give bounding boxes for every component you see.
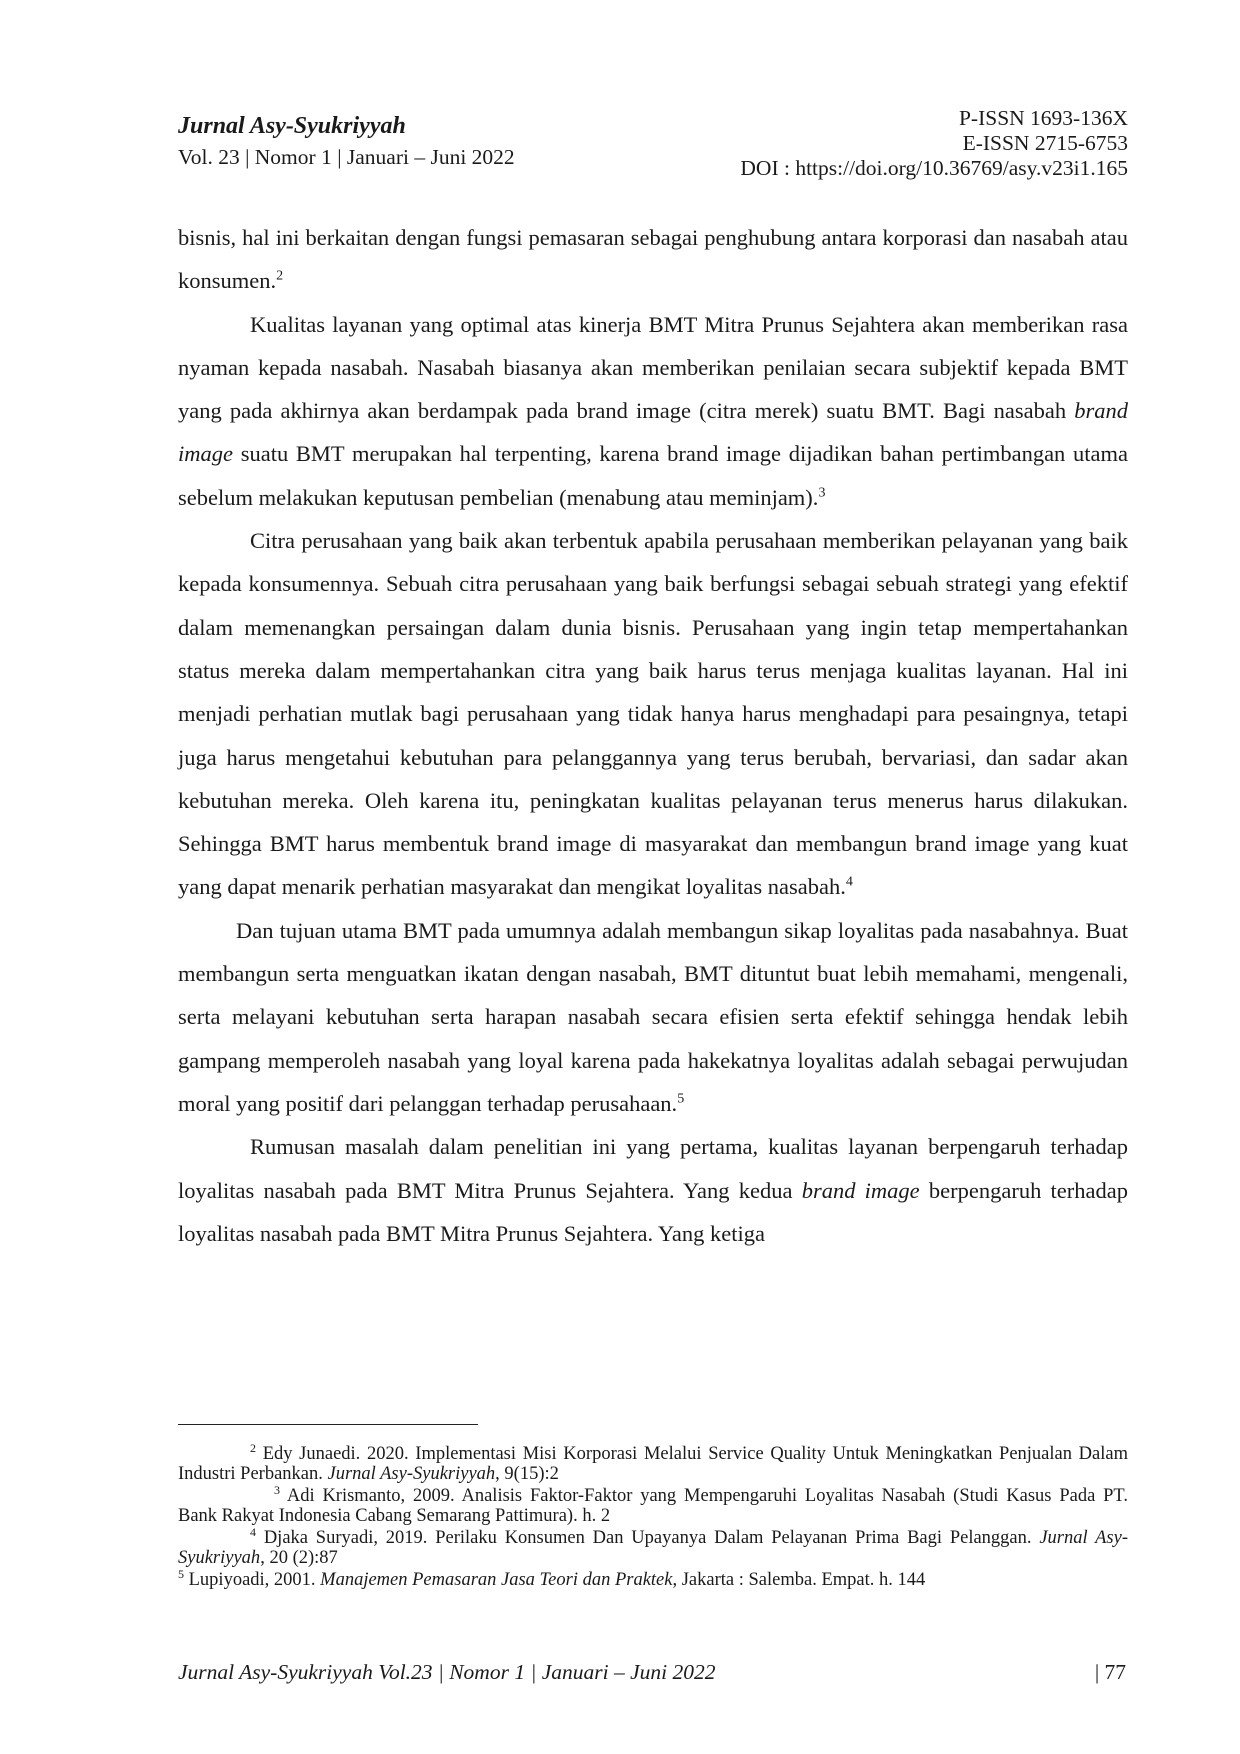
paragraph-4-text: Dan tujuan utama BMT pada umumnya adalah membangun sikap loyalitas pada nasabahnya. Buat membangun serta menguatkan ikatan dengan nasabah, BMT dituntut buat lebih memahami, mengenali, serta melayani kebutuhan serta harapan nasabah secara efisien serta efektif sehingga hendak lebih gampang memperoleh nasabah yang loyal karena pada hakekatnya loyalitas adalah sebagai perwujudan moral yang positif dari pelanggan terhadap perusahaan.: [178, 917, 1128, 1116]
paragraph-2-text-a: Kualitas layanan yang optimal atas kinerja BMT Mitra Prunus Sejahtera akan memberikan rasa nyaman kepada nasabah. Nasabah biasanya akan memberikan penilaian secara subjektif kepada BMT yang pada akhirnya akan berdampak pada brand image (citra merek) suatu BMT. Bagi nasabah: [178, 311, 1128, 424]
footnote-2: [178, 1440, 1128, 1484]
footnote-5-text-b: , Jakarta : Salemba. Empat. h. 144: [672, 1570, 926, 1590]
paragraph-2-emphasis: brand image: [178, 398, 1128, 467]
footnote-4-text-b: , 20 (2):87: [260, 1548, 338, 1568]
footnote-3: [178, 1482, 1128, 1526]
footnote-divider: [178, 1424, 478, 1425]
footnote-2-number: 2: [250, 1440, 256, 1455]
footnotes: [178, 1440, 1128, 1592]
paragraph-5: [178, 1125, 1128, 1255]
footnote-ref-3: 3: [818, 485, 826, 501]
footnote-2-text-b: , 9(15):2: [495, 1464, 559, 1484]
paragraph-5-text-b: berpengaruh terhadap loyalitas nasabah pada BMT Mitra Prunus Sejahtera. Yang ketiga: [178, 1177, 1128, 1246]
footnote-5-text-a: Lupiyoadi, 2001.: [184, 1570, 321, 1590]
footnote-5-emphasis: Manajemen Pemasaran Jasa Teori dan Praktek: [320, 1570, 673, 1590]
body-text: [178, 216, 1128, 1255]
footnote-2-text-a: Edy Junaedi. 2020. Implementasi Misi Korporasi Melalui Service Quality Untuk Meningkatkan Penjualan Dalam Industri Perbankan.: [178, 1444, 1128, 1484]
paragraph-5-emphasis: brand image: [801, 1177, 920, 1203]
paragraph-1-text: bisnis, hal ini berkaitan dengan fungsi pemasaran sebagai penghubung antara korporasi dan nasabah atau konsumen.: [178, 225, 1128, 294]
paragraph-1: [178, 216, 1128, 303]
footnote-3-text: Adi Krismanto, 2009. Analisis Faktor-Faktor yang Mempengaruhi Loyalitas Nasabah (Studi Kasus Pada PT. Bank Rakyat Indonesia Cabang Semarang Pattimura). h. 2: [178, 1486, 1128, 1526]
journal-name: Jurnal Asy-Syukriyyah: [178, 113, 406, 139]
footnote-ref-4: 4: [845, 874, 853, 890]
paragraph-2: [178, 303, 1128, 519]
footnote-4-text-a: Djaka Suryadi, 2019. Perilaku Konsumen Dan Upayanya Dalam Pelayanan Prima Bagi Pelanggan.: [256, 1528, 1040, 1548]
footnote-4-number: 4: [250, 1524, 256, 1539]
page-number: | 77: [1094, 1660, 1126, 1684]
footnote-ref-2: 2: [276, 268, 284, 284]
header-left: [178, 110, 515, 172]
footnote-5-number: 5: [178, 1566, 184, 1581]
paragraph-3: [178, 519, 1128, 909]
footnote-4-emphasis: Jurnal Asy-Syukriyyah: [178, 1528, 1128, 1568]
header-right: [740, 106, 1128, 181]
volume-line: Vol. 23 | Nomor 1 | Januari – Juni 2022: [178, 145, 515, 169]
footnote-3-number: 3: [274, 1482, 280, 1497]
paragraph-5-text-a: Rumusan masalah dalam penelitian ini yang pertama, kualitas layanan berpengaruh terhadap loyalitas nasabah pada BMT Mitra Prunus Sejahtera. Yang kedua: [178, 1134, 1128, 1203]
running-footer-title: Jurnal Asy-Syukriyyah Vol.23 | Nomor 1 | Januari – Juni 2022: [178, 1660, 716, 1684]
paragraph-4: [178, 909, 1128, 1125]
e-issn: E-ISSN 2715-6753: [962, 131, 1128, 155]
doi: DOI : https://doi.org/10.36769/asy.v23i1.165: [740, 156, 1128, 180]
footnote-5: [178, 1566, 1128, 1590]
paragraph-2-text-b: suatu BMT merupakan hal terpenting, karena brand image dijadikan bahan pertimbangan utama sebelum melakukan keputusan pembelian (menabung atau meminjam).: [178, 441, 1128, 510]
footnote-ref-5: 5: [677, 1091, 685, 1107]
paragraph-3-text: Citra perusahaan yang baik akan terbentuk apabila perusahaan memberikan pelayanan yang baik kepada konsumennya. Sebuah citra perusahaan yang baik berfungsi sebagai sebuah strategi yang efektif dalam memenangkan persaingan dalam dunia bisnis. Perusahaan yang ingin tetap mempertahankan status mereka dalam mempertahankan citra yang baik harus terus menjaga kualitas layanan. Hal ini menjadi perhatian mutlak bagi perusahaan yang tidak hanya harus menghadapi para pesaingnya, tetapi juga harus mengetahui kebutuhan para pelanggannya yang terus berubah, bervariasi, dan sadar akan kebutuhan mereka. Oleh karena itu, peningkatan kualitas pelayanan terus menerus harus dilakukan. Sehingga BMT harus membentuk brand image di masyarakat dan membangun brand image yang kuat yang dapat menarik perhatian masyarakat dan mengikat loyalitas nasabah.: [178, 528, 1128, 900]
footnote-2-emphasis: Jurnal Asy-Syukriyyah: [327, 1464, 496, 1484]
footnote-4: [178, 1524, 1128, 1568]
p-issn: P-ISSN 1693-136X: [958, 106, 1128, 130]
